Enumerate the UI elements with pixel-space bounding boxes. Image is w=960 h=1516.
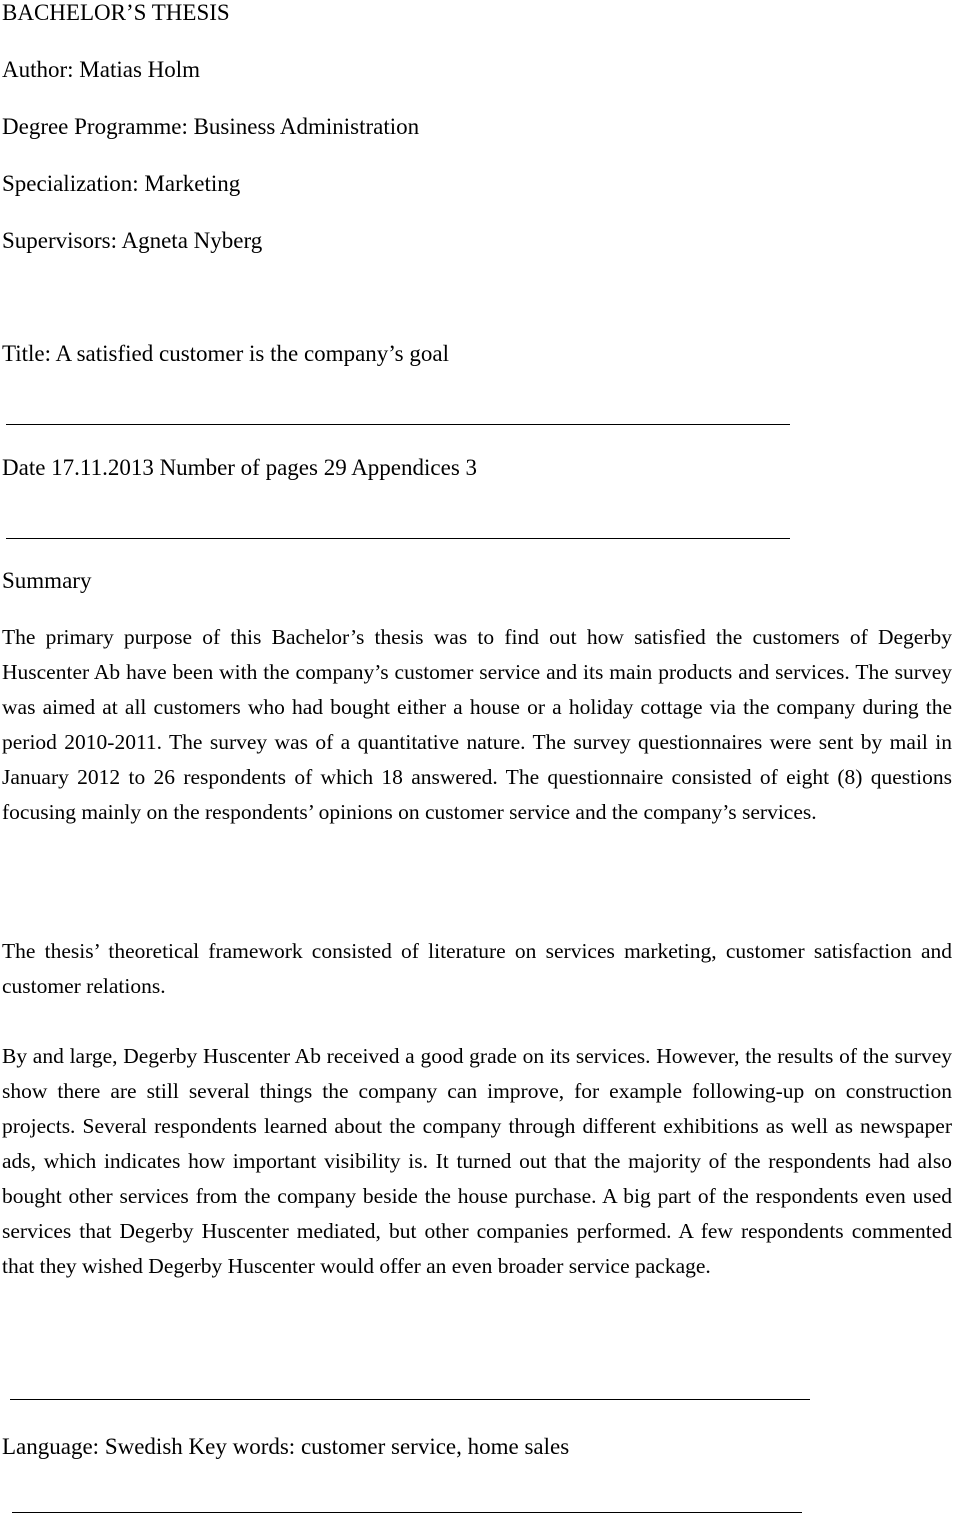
supervisors-line: Supervisors: Agneta Nyberg: [2, 228, 263, 253]
separator-rule-1: [6, 424, 790, 425]
summary-paragraph-2: The thesis’ theoretical framework consisted of literature on services marketing, customer satisfaction and customer relations.: [2, 939, 952, 998]
separator-rule-3: [10, 1399, 810, 1400]
specialization-line: Specialization: Marketing: [2, 171, 241, 196]
meta-info-line: Date 17.11.2013 Number of pages 29 Appendices 3: [2, 455, 478, 480]
thesis-type-heading: BACHELOR’S THESIS: [2, 0, 230, 25]
separator-rule-4: [12, 1512, 802, 1513]
author-line: Author: Matias Holm: [2, 57, 201, 82]
summary-heading: Summary: [2, 568, 92, 593]
thesis-title-line: Title: A satisfied customer is the company’s goal: [2, 341, 449, 366]
summary-paragraph-1: The primary purpose of this Bachelor’s thesis was to find out how satisfied the customers of Degerby Huscenter Ab have been with the company’s customer service and its main products and services. The survey was aimed at all customers who had bought either a house or a holiday cottage via the company during the period 2010-2011. The survey was of a quantitative nature. The survey questionnaires were sent by mail in January 2012 to 26 respondents of which 18 answered. The questionnaire consisted of eight (8) questions focusing mainly on the respondents’ opinions on customer service and the company’s services.: [2, 625, 952, 824]
language-keywords-line: Language: Swedish Key words: customer service, home sales: [2, 1434, 570, 1459]
degree-programme-line: Degree Programme: Business Administration: [2, 114, 420, 139]
summary-paragraph-3: By and large, Degerby Huscenter Ab received a good grade on its services. However, the results of the survey show there are still several things the company can improve, for example following-up on construction projects. Several respondents learned about the company through different exhibitions as well as newspaper ads, which indicates how important visibility is. It turned out that the majority of the respondents had also bought other services from the company beside the house purchase. A big part of the respondents even used services that Degerby Huscenter mediated, but other companies performed. A few respondents commented that they wished Degerby Huscenter would offer an even broader service package.: [2, 1044, 952, 1278]
separator-rule-2: [6, 538, 790, 539]
